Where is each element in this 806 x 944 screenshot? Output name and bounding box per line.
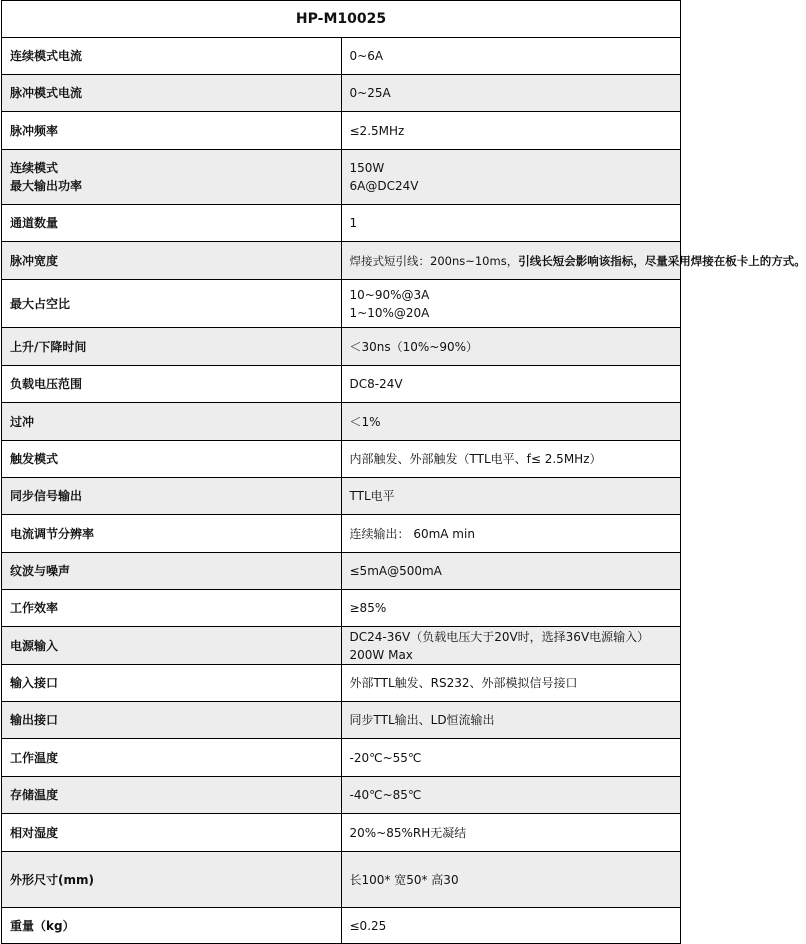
table-row — [2, 852, 681, 908]
spec-value: 连续输出： 60mA min — [341, 515, 681, 553]
spec-value: -20℃~55℃ — [341, 739, 681, 777]
spec-label: 纹波与噪声 — [2, 553, 342, 590]
spec-label: 脉冲模式电流 — [2, 75, 342, 112]
spec-label: 脉冲宽度 — [2, 242, 342, 280]
spec-label: 输入接口 — [2, 665, 342, 702]
spec-label: 连续模式电流 — [2, 38, 342, 75]
spec-value: 0~6A — [341, 38, 681, 75]
spec-value-line: 6A@DC24V — [349, 179, 419, 193]
spec-label: 重量（kg） — [2, 908, 342, 944]
spec-value: DC8-24V — [341, 366, 681, 403]
spec-value: ≥85% — [341, 590, 681, 627]
table-row — [2, 205, 681, 242]
table-title: HP-M10025 — [2, 1, 681, 38]
spec-label: 电流调节分辨率 — [2, 515, 342, 553]
spec-label-line: 连续模式 — [10, 161, 59, 175]
table-row — [2, 112, 681, 150]
spec-label: 脉冲频率 — [2, 112, 342, 150]
table-row — [2, 366, 681, 403]
spec-label — [2, 150, 342, 205]
spec-value: 1 — [341, 205, 681, 242]
spec-label: 工作效率 — [2, 590, 342, 627]
spec-value-line: 10~90%@3A — [349, 287, 430, 302]
table-row — [2, 403, 681, 441]
table-row — [2, 665, 681, 702]
table-row — [2, 75, 681, 112]
spec-label: 通道数量 — [2, 205, 342, 242]
spec-value-line: 150W — [349, 161, 385, 175]
table-row — [2, 150, 681, 205]
table-row — [2, 590, 681, 627]
table-row — [2, 515, 681, 553]
spec-label: 最大占空比 — [2, 280, 342, 328]
spec-label-line: 最大输出功率 — [10, 179, 83, 193]
table-row — [2, 702, 681, 739]
spec-value — [341, 280, 681, 328]
table-row — [2, 38, 681, 75]
spec-label: 外形尺寸(mm) — [2, 852, 342, 908]
spec-value: ＜1% — [341, 403, 681, 441]
spec-value-line: DC24-36V（负载电压大于20V时，选择36V电源输入） — [349, 629, 650, 644]
spec-label: 上升/下降时间 — [2, 328, 342, 366]
spec-value-emphasis: 引线长短会影响该指标，尽量采用焊接在板卡上的方式。 — [518, 253, 806, 268]
spec-label: 负载电压范围 — [2, 366, 342, 403]
table-row — [2, 242, 681, 280]
spec-value — [341, 150, 681, 205]
table-row — [2, 814, 681, 852]
spec-label: 电源输入 — [2, 627, 342, 665]
table-row — [2, 908, 681, 944]
spec-table — [1, 0, 806, 944]
spec-value-line: 200W Max — [349, 647, 413, 662]
spec-value: ＜30ns（10%~90%） — [341, 328, 681, 366]
table-row — [2, 553, 681, 590]
spec-value-line: 1~10%@20A — [349, 305, 430, 320]
table-row — [2, 328, 681, 366]
spec-value: TTL电平 — [341, 478, 681, 515]
spec-label: 过冲 — [2, 403, 342, 441]
spec-label: 同步信号输出 — [2, 478, 342, 515]
table-row — [2, 627, 681, 665]
spec-label: 相对湿度 — [2, 814, 342, 852]
spec-value — [341, 242, 806, 280]
table-row — [2, 280, 681, 328]
spec-value: 0~25A — [341, 75, 681, 112]
spec-value: ≤2.5MHz — [341, 112, 681, 150]
spec-value: -40℃~85℃ — [341, 777, 681, 814]
spec-value: 同步TTL输出、LD恒流输出 — [341, 702, 681, 739]
spec-label: 输出接口 — [2, 702, 342, 739]
spec-label: 存储温度 — [2, 777, 342, 814]
spec-value: ≤5mA@500mA — [341, 553, 681, 590]
spec-value: ≤0.25 — [341, 908, 681, 944]
spec-label: 工作温度 — [2, 739, 342, 777]
table-row — [2, 739, 681, 777]
spec-value: 20%~85%RH无凝结 — [341, 814, 681, 852]
spec-value — [341, 627, 681, 665]
table-row — [2, 478, 681, 515]
spec-value: 外部TTL触发、RS232、外部模拟信号接口 — [341, 665, 681, 702]
spec-value: 内部触发、外部触发（TTL电平、f≤ 2.5MHz） — [341, 441, 681, 478]
table-row — [2, 777, 681, 814]
spec-value: 长100* 宽50* 高30 — [341, 852, 681, 908]
table-row — [2, 441, 681, 478]
spec-value-part: 焊接式短引线：200ns~10ms， — [349, 253, 519, 268]
spec-label: 触发模式 — [2, 441, 342, 478]
